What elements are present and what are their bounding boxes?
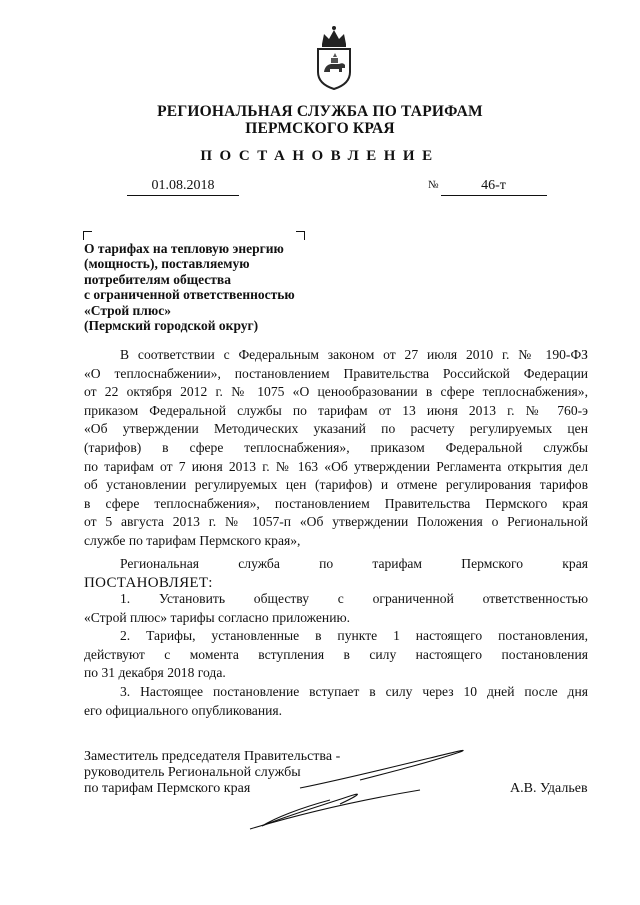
number-sign: №: [428, 179, 439, 191]
resolve-clause: [84, 555, 588, 592]
preamble-paragraph: [84, 346, 588, 551]
document-type: ПОСТАНОВЛЕНИЕ: [200, 148, 440, 164]
document-date: 01.08.2018: [127, 178, 239, 196]
subject-line: (мощность), поставляемую: [84, 256, 250, 272]
date-block: [127, 178, 239, 196]
signatory-position: [84, 749, 340, 797]
subject-corner-mark-left: [83, 231, 92, 240]
item-line: его официального опубликования.: [84, 702, 283, 718]
document-number: 46-т: [441, 178, 547, 196]
subject-line: «Строй плюс»: [84, 302, 171, 318]
preamble-line: «О теплоснабжении», постановлением Правительства Российской Федерации: [84, 365, 588, 381]
item-line: 2. Тарифы, установленные в пункте 1 настоящего постановления,: [120, 628, 588, 644]
subject-corner-mark-right: [296, 231, 305, 240]
number-block: [428, 178, 547, 196]
preamble-line: службе по тарифам Пермского края»,: [84, 532, 301, 548]
preamble-line: (тарифов) в сфере теплоснабжения», приказом Федеральной службы: [84, 439, 588, 455]
subject-heading: [84, 241, 344, 333]
item-line: 3. Настоящее постановление вступает в силу через 10 дней после дня: [120, 683, 588, 699]
signatory-position-line: Заместитель председателя Правительства -: [84, 749, 341, 764]
preamble-line: в сфере теплоснабжения», постановлением Правительства Пермского края: [84, 495, 588, 511]
signatory-name: А.В. Удальев: [510, 781, 588, 796]
preamble-line: об установлении регулируемых цен (тарифов) и отмене регулирования тарифов: [84, 477, 588, 493]
subject-line: потребителям общества: [84, 271, 231, 287]
preamble-line: по тарифам от 7 июня 2013 г. № 163 «Об утверждении Регламента открытия дел: [84, 458, 588, 474]
preamble-line: приказом Федеральной службы по тарифам от 13 июня 2013 г. № 760-э: [84, 402, 588, 418]
resolve-line: Региональная служба по тарифам Пермского края: [120, 556, 588, 571]
agency-name-line1: РЕГИОНАЛЬНАЯ СЛУЖБА ПО ТАРИФАМ: [157, 103, 483, 120]
subject-line: О тарифах на тепловую энергию: [84, 241, 284, 256]
resolve-word: ПОСТАНОВЛЯЕТ:: [84, 574, 213, 591]
signatory-position-line: по тарифам Пермского края: [84, 781, 251, 796]
preamble-line: «Об утверждении Методических указаний по расчету регулируемых цен: [84, 421, 588, 437]
item-line: по 31 декабря 2018 года.: [84, 665, 226, 681]
coat-of-arms-icon: [312, 22, 356, 92]
subject-line: (Пермский городской округ): [84, 318, 259, 334]
signatory-position-line: руководитель Региональной службы: [84, 765, 301, 780]
subject-line: с ограниченной ответственностью: [84, 287, 295, 303]
item-line: действуют с момента вступления в силу настоящего постановления: [84, 646, 588, 662]
preamble-line: от 22 октября 2012 г. № 1075 «О ценообразовании в сфере теплоснабжения»,: [84, 384, 588, 400]
item-line: «Строй плюс» тарифы согласно приложению.: [84, 609, 351, 625]
item-line: 1. Установить обществу с ограниченной ответственностью: [120, 591, 588, 606]
preamble-line: В соответствии с Федеральным законом от 27 июля 2010 г. № 190-ФЗ: [120, 347, 588, 362]
agency-name-line2: ПЕРМСКОГО КРАЯ: [245, 120, 395, 137]
resolution-items: [84, 590, 588, 720]
preamble-line: от 5 августа 2013 г. № 1057-п «Об утверждении Положения о Региональной: [84, 514, 588, 530]
